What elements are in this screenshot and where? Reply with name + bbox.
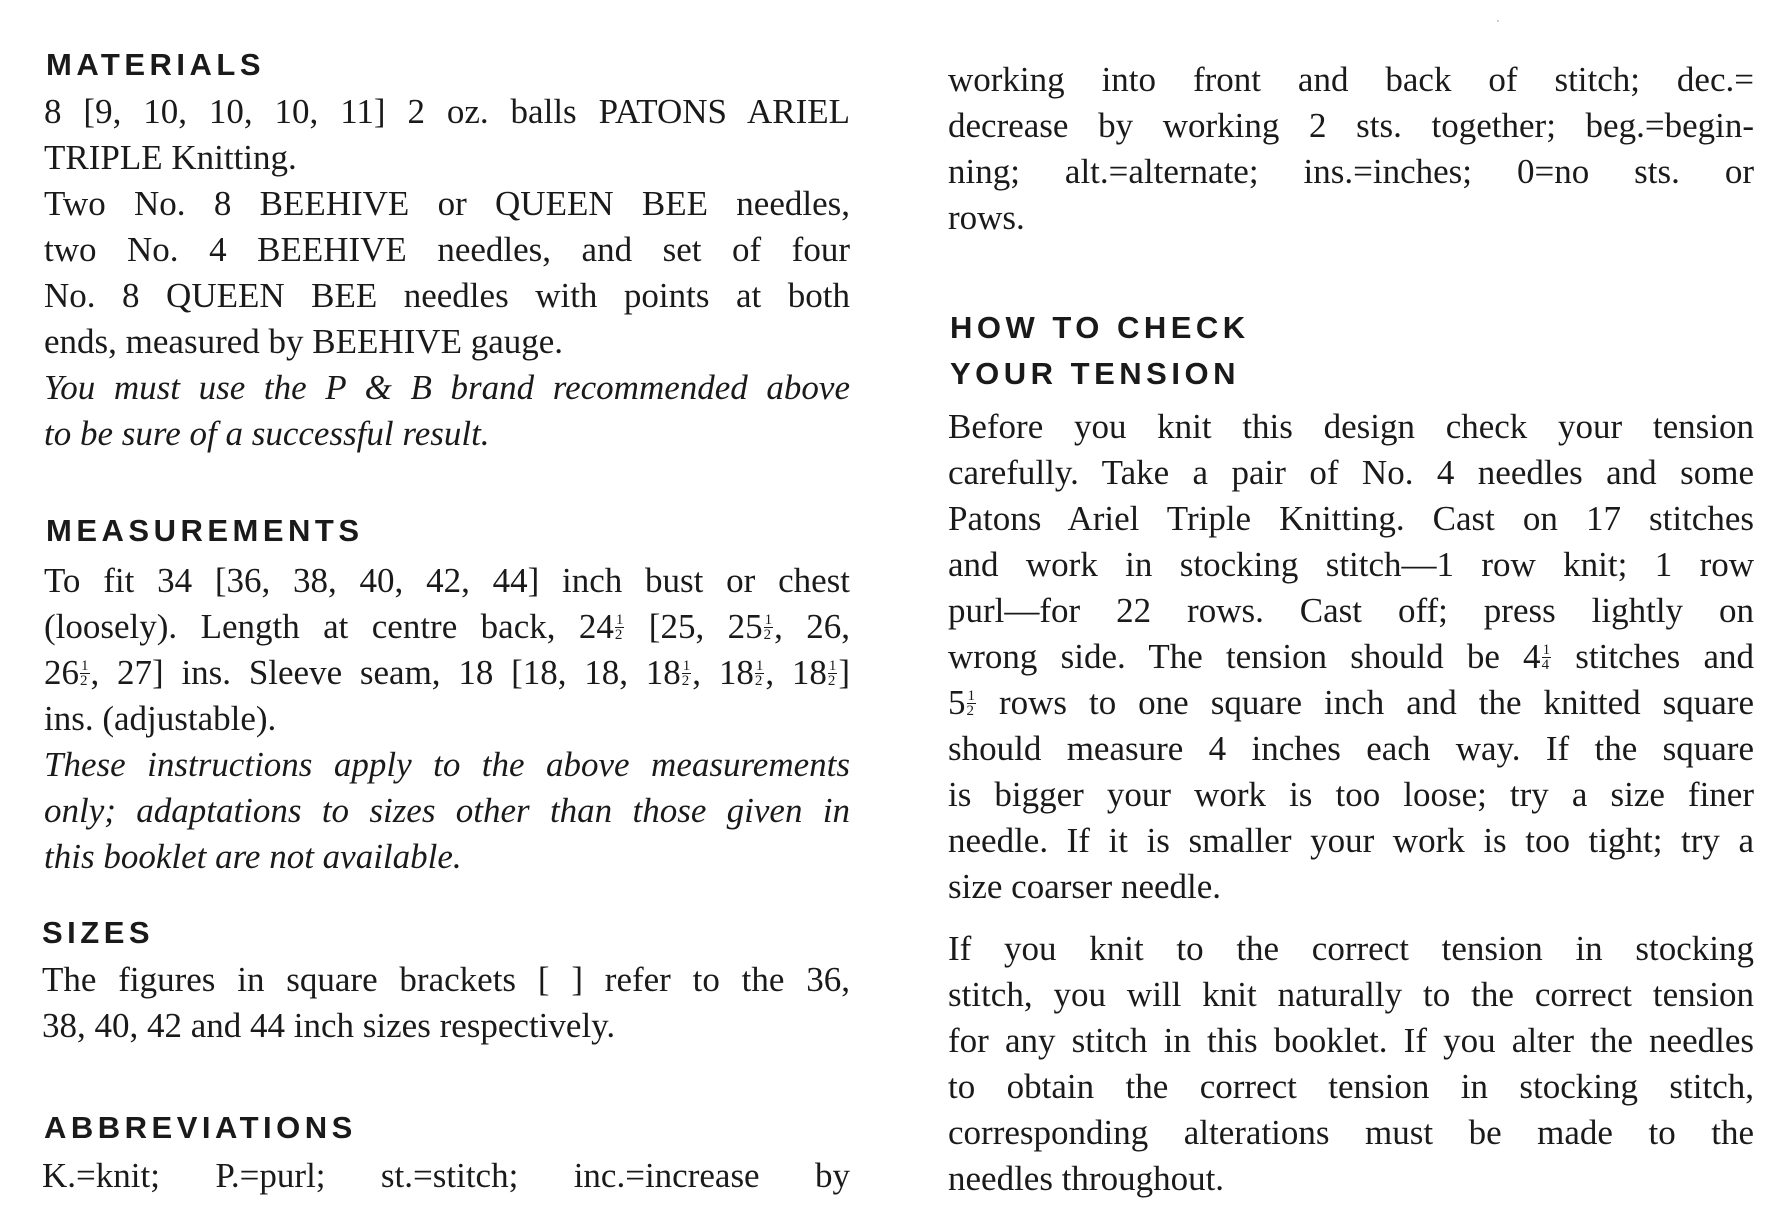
materials-text [44, 89, 850, 365]
text-line: to be sure of a successful result. [44, 414, 490, 453]
text-line: The figures in square brackets [ ] refer to the 36, [42, 960, 850, 999]
text-line: two No. 4 BEEHIVE needles, and set of four [44, 230, 850, 269]
tension-text [948, 404, 1754, 910]
text-line: Two No. 8 BEEHIVE or QUEEN BEE needles, [44, 184, 850, 223]
text-line: size coarser needle. [948, 867, 1222, 906]
abbreviations-heading: ABBREVIATIONS [44, 1110, 357, 1145]
text-line: should measure 4 inches each way. If the square [948, 729, 1754, 768]
text-line: working into front and back of stitch; dec.= [948, 60, 1754, 99]
text-line: rows. [948, 198, 1025, 237]
text-line: purl—for 22 rows. Cast off; press lightly on [948, 591, 1754, 630]
text-line: ning; alt.=alternate; ins.=inches; 0=no sts. or [948, 152, 1754, 191]
abbreviations-continued [948, 57, 1754, 241]
text-line: 38, 40, 42 and 44 inch sizes respectively. [42, 1006, 616, 1045]
sizes-text [42, 957, 850, 1049]
text-line: No. 8 QUEEN BEE needles with points at both [44, 276, 850, 315]
text-line: These instructions apply to the above measurements [44, 745, 850, 784]
text-line: 8 [9, 10, 10, 10, 11] 2 oz. balls PATONS ARIEL [44, 92, 850, 131]
text-line: for any stitch in this booklet. If you alter the needles [948, 1021, 1754, 1060]
fraction-half: $\frac{1}{2}$ [80, 658, 89, 690]
text-line: K.=knit; P.=purl; st.=stitch; inc.=increase by [42, 1156, 850, 1195]
fraction-half: $\frac{1}{2}$ [681, 658, 691, 690]
text-line: You must use the P & B brand recommended above [44, 368, 850, 407]
text-line: needle. If it is smaller your work is too tight; try a [948, 821, 1754, 860]
text-line: carefully. Take a pair of No. 4 needles and some [948, 453, 1754, 492]
text-line: TRIPLE Knitting. [44, 138, 297, 177]
tension-text-2 [948, 926, 1754, 1202]
text-line: stitch, you will knit naturally to the correct tension [948, 975, 1754, 1014]
tension-heading-line-2: YOUR TENSION [950, 356, 1240, 391]
fraction-half: $\frac{1}{2}$ [966, 688, 975, 720]
text-line: this booklet are not available. [44, 837, 462, 876]
text-line: to obtain the correct tension in stocking stitch, [948, 1067, 1754, 1106]
measurements-note [44, 742, 850, 880]
fraction-half: $\frac{1}{2}$ [827, 658, 837, 690]
text-line: If you knit to the correct tension in stocking [948, 929, 1754, 968]
fraction-half: $\frac{1}{2}$ [763, 612, 773, 644]
fraction-half: $\frac{1}{2}$ [614, 612, 624, 644]
measurements-text [44, 558, 850, 742]
materials-note [44, 365, 850, 457]
text-line: and work in stocking stitch—1 row knit; 1 row [948, 545, 1754, 584]
text-line: 26 $\frac{1}{2}$ , 27] ins. Sleeve seam, 18 [18, 18, 18 $\frac{1}{2}$ , 18 $\frac{1}{2}$ , 18 $\frac{1}{2}$ ] [44, 653, 851, 692]
text-line: needles throughout. [948, 1159, 1225, 1198]
measurements-heading: MEASUREMENTS [46, 513, 364, 548]
text-line: corresponding alterations must be made to the [948, 1113, 1754, 1152]
text-line: decrease by working 2 sts. together; beg.=begin- [948, 106, 1754, 145]
speck [1497, 20, 1499, 22]
tension-heading-line-1: HOW TO CHECK [950, 310, 1250, 345]
sizes-heading: SIZES [42, 915, 155, 950]
text-line: is bigger your work is too loose; try a size finer [948, 775, 1754, 814]
text-line: Patons Ariel Triple Knitting. Cast on 17 stitches [948, 499, 1754, 538]
text-line: 5 $\frac{1}{2}$ rows to one square inch and the knitted square [948, 683, 1754, 722]
text-line: only; adaptations to sizes other than those given in [44, 791, 850, 830]
fraction-quarter: $\frac{1}{4}$ [1541, 642, 1551, 674]
fraction-half: $\frac{1}{2}$ [754, 658, 764, 690]
text-line: Before you knit this design check your tension [948, 407, 1754, 446]
materials-heading: MATERIALS [46, 47, 266, 82]
abbreviations-text [42, 1153, 850, 1199]
text-line: (loosely). Length at centre back, 24 $\frac{1}{2}$ [25, 25 $\frac{1}{2}$ , 26, [44, 607, 851, 646]
text-line: ins. (adjustable). [44, 699, 277, 738]
text-line: ends, measured by BEEHIVE gauge. [44, 322, 564, 361]
text-line: To fit 34 [36, 38, 40, 42, 44] inch bust or chest [44, 561, 850, 600]
text-line: wrong side. The tension should be 4 $\frac{1}{4}$ stitches and [948, 637, 1754, 676]
